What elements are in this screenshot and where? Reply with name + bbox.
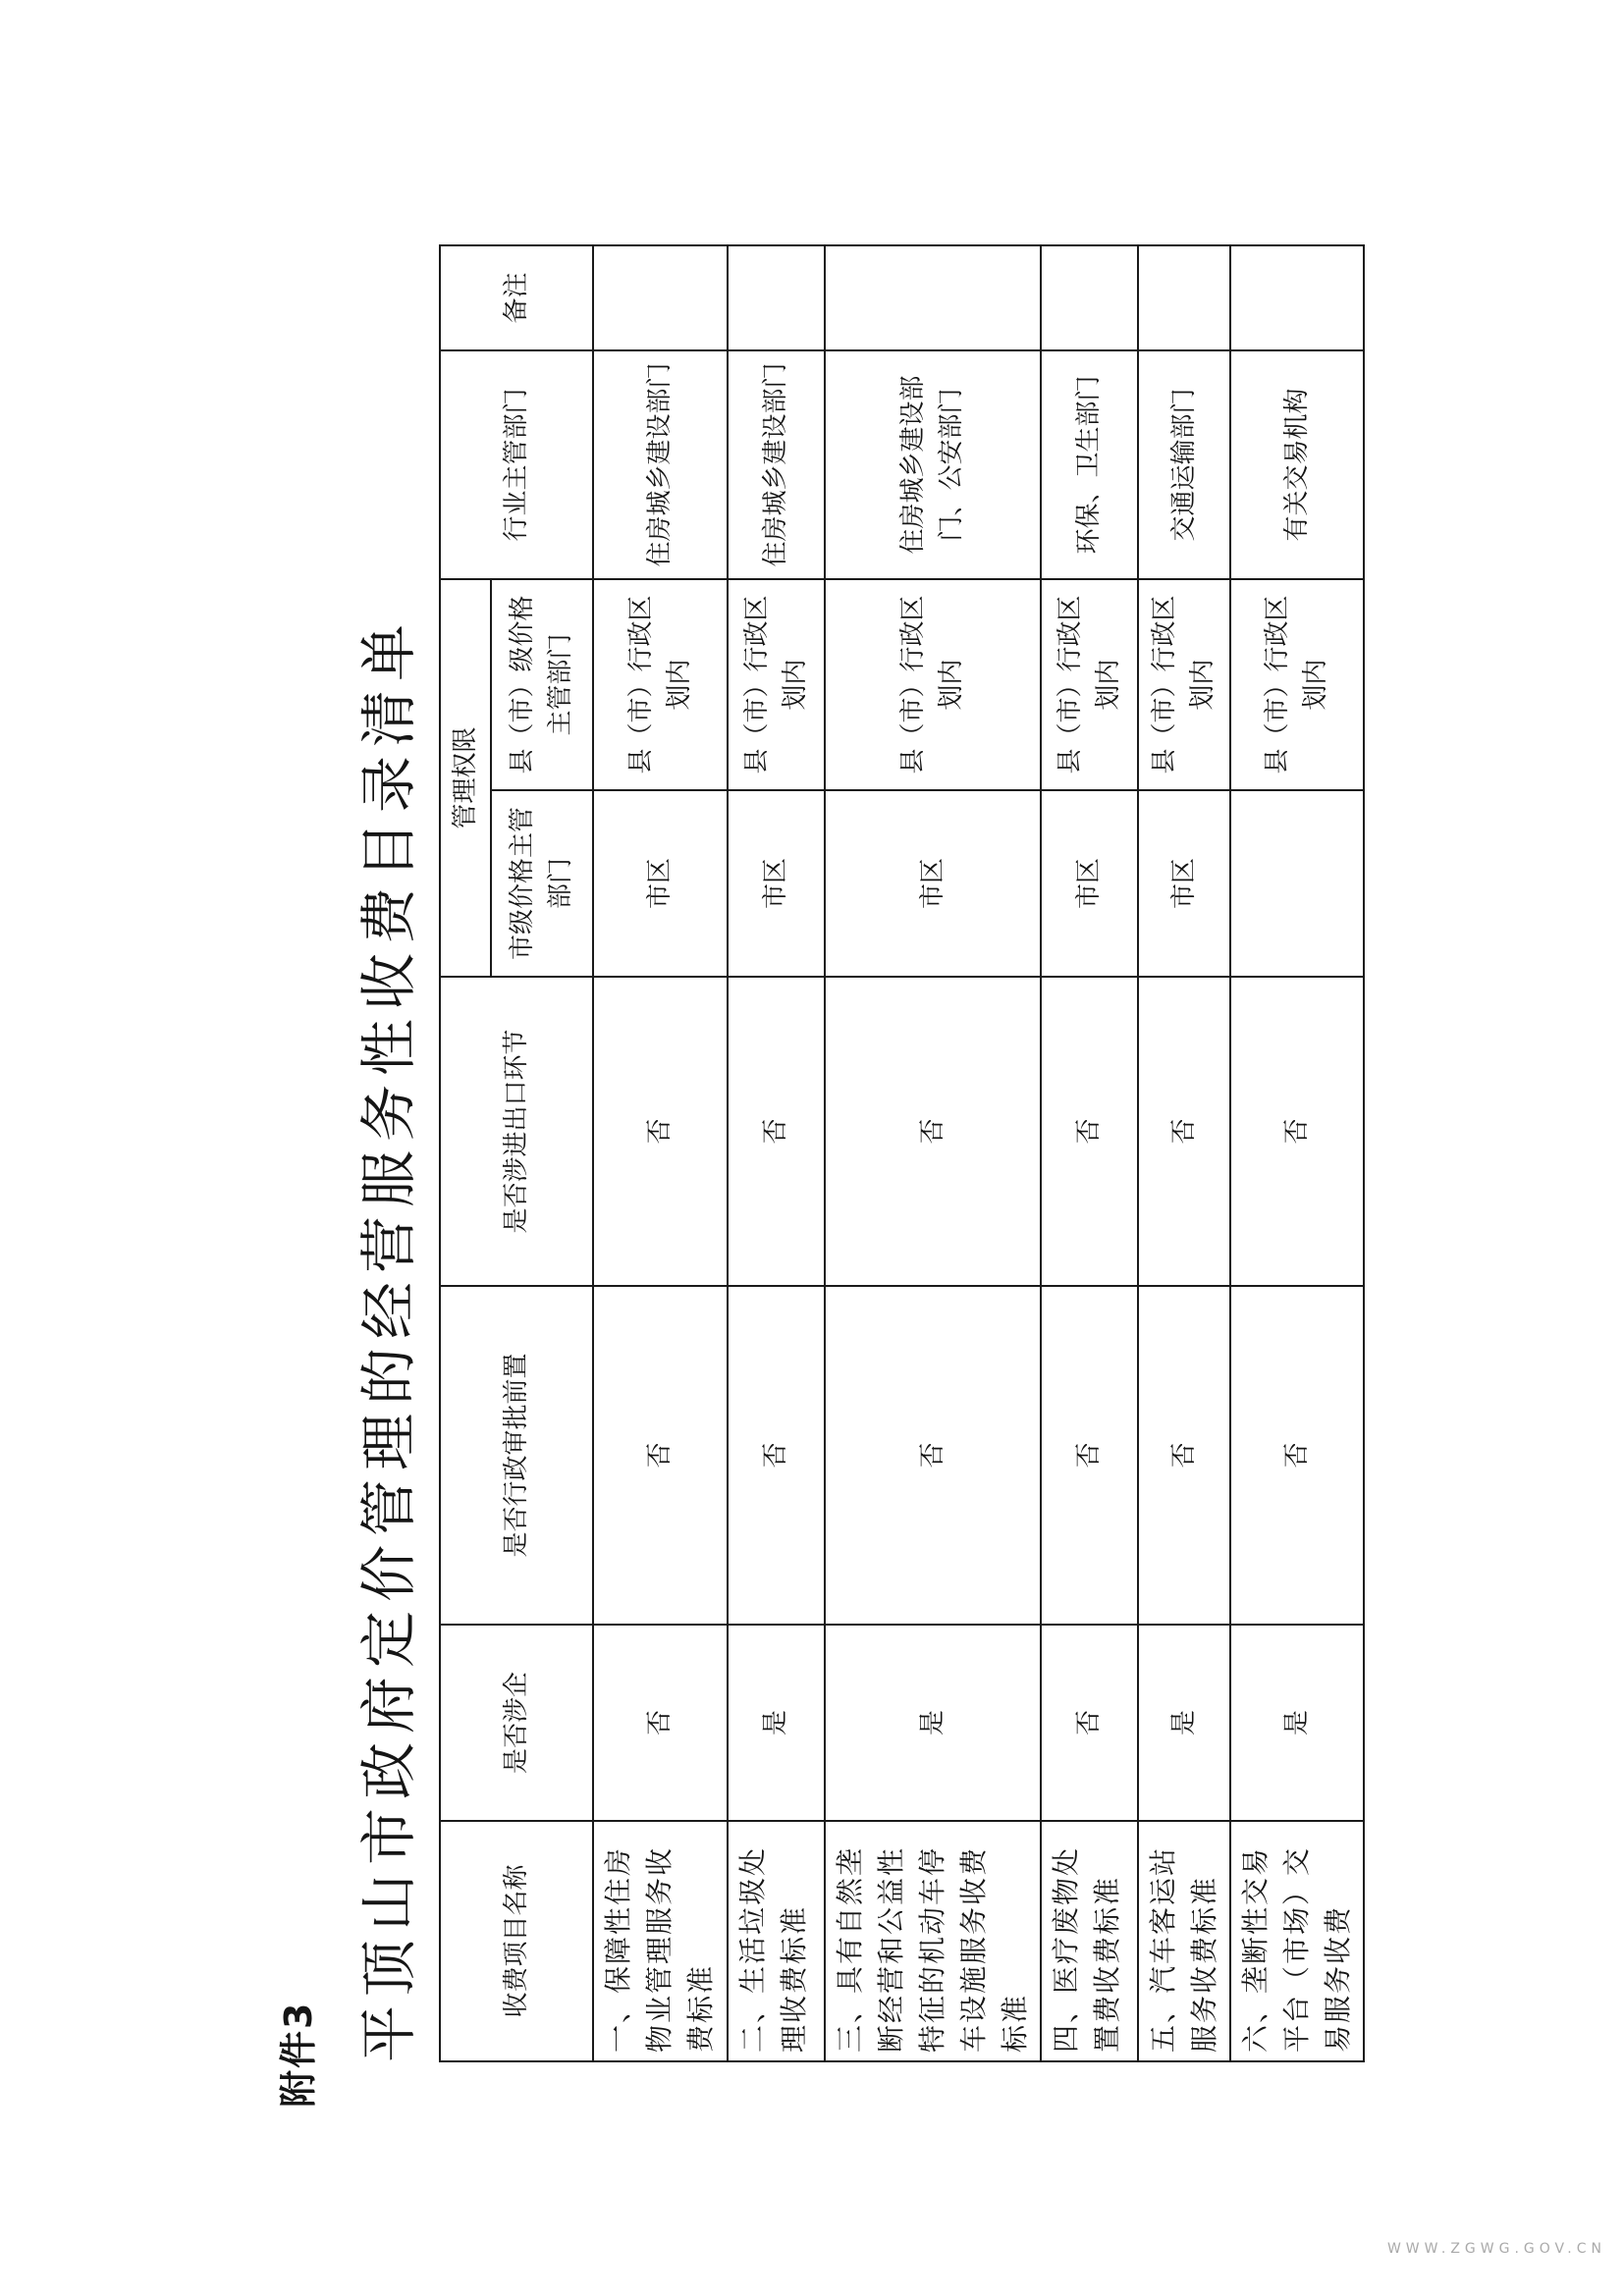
cell-city-department: 市区 <box>593 790 728 977</box>
cell-county-department: 县（市）行政区划内 <box>1041 579 1138 790</box>
cell-involves-enterprise: 是 <box>1230 1625 1364 1821</box>
cell-involves-enterprise: 否 <box>1041 1625 1138 1821</box>
header-city-department: 市级价格主管部门 <box>491 790 593 977</box>
cell-county-department: 县（市）行政区划内 <box>728 579 825 790</box>
cell-pre-approval: 否 <box>1138 1286 1230 1625</box>
table-row <box>1230 245 1364 2061</box>
cell-remarks <box>728 245 825 350</box>
cell-item-name: 四、医疗废物处置费收费标准 <box>1041 1821 1138 2061</box>
cell-industry-department: 住房城乡建设部门、公安部门 <box>825 350 1041 579</box>
header-involves-enterprise: 是否涉企 <box>440 1625 593 1821</box>
cell-import-export: 否 <box>825 977 1041 1286</box>
cell-pre-approval: 否 <box>1230 1286 1364 1625</box>
table-row <box>728 245 825 2061</box>
cell-county-department: 县（市）行政区划内 <box>825 579 1041 790</box>
site-watermark: WWW.ZGWG.GOV.CN <box>1386 2241 1606 2257</box>
cell-city-department: 市区 <box>1041 790 1138 977</box>
document-title: 平顶山市政府定价管理的经营服务性收费目录清单 <box>355 615 422 2063</box>
cell-involves-enterprise: 是 <box>1138 1625 1230 1821</box>
header-industry-department: 行业主管部门 <box>440 350 593 579</box>
cell-remarks <box>1138 245 1230 350</box>
cell-county-department: 县（市）行政区划内 <box>1230 579 1364 790</box>
cell-city-department: 市区 <box>825 790 1041 977</box>
cell-county-department: 县（市）行政区划内 <box>1138 579 1230 790</box>
fee-catalog-table <box>439 244 1365 2062</box>
cell-item-name: 二、生活垃圾处理收费标准 <box>728 1821 825 2061</box>
cell-remarks <box>593 245 728 350</box>
cell-item-name: 一、保障性住房物业管理服务收费标准 <box>593 1821 728 2061</box>
cell-import-export: 否 <box>1230 977 1364 1286</box>
attachment-label: 附件3 <box>277 2001 320 2108</box>
cell-pre-approval: 否 <box>593 1286 728 1625</box>
cell-industry-department: 交通运输部门 <box>1138 350 1230 579</box>
cell-city-department <box>1230 790 1364 977</box>
cell-industry-department: 住房城乡建设部门 <box>593 350 728 579</box>
cell-remarks <box>825 245 1041 350</box>
header-item-name: 收费项目名称 <box>440 1821 593 2061</box>
cell-involves-enterprise: 否 <box>593 1625 728 1821</box>
cell-county-department: 县（市）行政区划内 <box>593 579 728 790</box>
cell-city-department: 市区 <box>728 790 825 977</box>
cell-industry-department: 有关交易机构 <box>1230 350 1364 579</box>
cell-pre-approval: 否 <box>825 1286 1041 1625</box>
header-import-export: 是否涉进出口环节 <box>440 977 593 1286</box>
cell-import-export: 否 <box>1041 977 1138 1286</box>
header-management-authority: 管理权限 <box>440 579 491 977</box>
cell-import-export: 否 <box>728 977 825 1286</box>
cell-item-name: 五、汽车客运站服务收费标准 <box>1138 1821 1230 2061</box>
table-row <box>593 245 728 2061</box>
cell-pre-approval: 否 <box>1041 1286 1138 1625</box>
table-row <box>1041 245 1138 2061</box>
cell-industry-department: 住房城乡建设部门 <box>728 350 825 579</box>
cell-import-export: 否 <box>593 977 728 1286</box>
cell-industry-department: 环保、卫生部门 <box>1041 350 1138 579</box>
header-county-department: 县（市）级价格主管部门 <box>491 579 593 790</box>
header-remarks: 备注 <box>440 245 593 350</box>
cell-remarks <box>1041 245 1138 350</box>
cell-import-export: 否 <box>1138 977 1230 1286</box>
cell-item-name: 六、垄断性交易平台（市场）交易服务收费 <box>1230 1821 1364 2061</box>
table-row <box>1138 245 1230 2061</box>
cell-remarks <box>1230 245 1364 350</box>
header-pre-approval: 是否行政审批前置 <box>440 1286 593 1625</box>
cell-involves-enterprise: 是 <box>825 1625 1041 1821</box>
cell-involves-enterprise: 是 <box>728 1625 825 1821</box>
cell-city-department: 市区 <box>1138 790 1230 977</box>
cell-pre-approval: 否 <box>728 1286 825 1625</box>
cell-item-name: 三、具有自然垄断经营和公益性特征的机动车停车设施服务收费标准 <box>825 1821 1041 2061</box>
table-row <box>825 245 1041 2061</box>
